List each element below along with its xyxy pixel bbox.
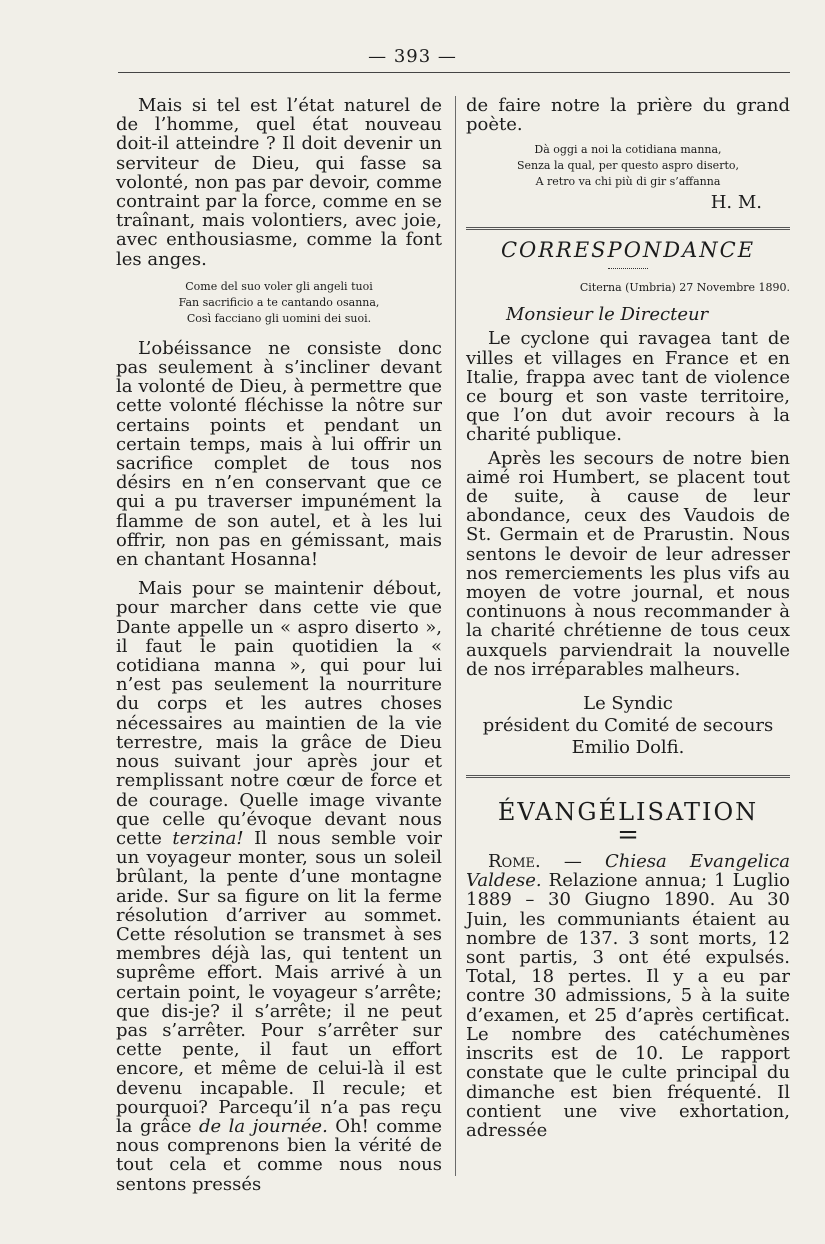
section-title: CORRESPONDANCE <box>500 238 756 263</box>
paragraph: L’obéissance ne consiste donc pas seulement à s’incliner devant la volonté de Dieu, à permettre que cette volonté fléchisse la nôtre sur certains points et pendant un certain temps, mais à lui offrir un sacrifice complet de tous nos désirs en n’en conservant que ce qui a pu traverser impunément la flamme de son autel, et à les lui offrir, non pas en gémissant, mais en chantant Hosanna! <box>116 337 442 571</box>
page-number: — 393 — <box>368 46 457 67</box>
paragraph: Mais si tel est l’état naturel de de l’homme, quel état nouveau doit-il atteindre ? Il doit devenir un serviteur de Dieu, qui fasse sa volonté, non pas par devoir, comme contraint par la force, comme en se traînant, mais volontiers, avec joie, avec enthousiasme, comme la font les anges. <box>116 95 442 270</box>
paragraph: Le cyclone qui ravagea tant de villes et villages en France et en Italie, frappa avec tant de violence ce bourg et son vaste territoire, que l’on dut avoir recours à la charité publique. <box>466 328 790 446</box>
section-divider <box>466 775 790 778</box>
signature-line: président du Comité de secours <box>482 715 774 737</box>
paragraph: de faire notre la prière du grand poète. <box>466 95 790 136</box>
salutation: Monsieur le Directeur <box>506 304 709 326</box>
paragraph <box>466 852 790 1140</box>
text-run: Il nous semble voir un voyageur monter, sous un soleil brûlant, la pente d’une montagne aride. Sur sa figure on lit la ferme résolution d’arriver au sommet. Cette résolution se transmet à ses membres déjà las, qui tentent un suprême effort. Mais arrivé à un certain point, le voyageur s’arrête; que dis-je? il s’arrête; il ne peut pas s’arrêter. Pour s’arrêter sur cette pente, il faut un effort encore, et même de celui-là il est devenu incapable. Il recule; et pourquoi? Parcequ’il n’a pas reçu la grâce <box>116 827 442 1137</box>
italian-quote <box>466 142 790 190</box>
quote-line: Così facciano gli uomini dei suoi. <box>186 311 372 325</box>
text-run: Oh! comme nous comprenons bien la vérité de tout cela et comme nous nous sentons pressés <box>116 1115 443 1195</box>
left-column <box>116 96 442 1194</box>
section-divider <box>466 227 790 230</box>
place-name: Rome. <box>488 851 541 873</box>
italic-text: Chiesa Evangelica Valdese. <box>466 851 790 892</box>
column-divider <box>455 96 456 1176</box>
signature-block <box>466 693 790 759</box>
quote-line: Senza la qual, per questo aspro diserto, <box>516 159 739 173</box>
text-run: Relazione annua; 1 Luglio 1889 – 30 Giugno 1890. Au 30 Juin, les communiants étaient au nombre de 137. 3 sont morts, 12 sont partis, 3 ont été expulsés. Total, 18 pertes. Il y a eu par contre 30 admissions, 5 à la suite d’examen, et 25 d’après certificat. Le nombre des catéchumènes inscrits est de 10. Le rapport constate que le culte principal du dimanche est bien fréquenté. Il contient une vive exhortation, adressée <box>466 870 790 1141</box>
text-run: — <box>540 851 605 873</box>
quote-line: Come del suo voler gli angeli tuoi <box>185 279 373 293</box>
paragraph <box>116 579 442 1194</box>
ornament <box>608 268 648 269</box>
quote-line: A retro va chi più di gir s’affanna <box>535 175 721 189</box>
signature-line: Le Syndic <box>583 693 673 715</box>
right-column <box>466 96 790 1140</box>
text-run: Mais pour se maintenir débout, pour marcher dans cette vie que Dante appelle un « aspro diserto », il faut le pain quotidien la « cotidiana manna », qui pour lui n’est pas seulement la nourriture du corps et les autres choses nécessaires au maintien de la vie terrestre, mais la grâce de Dieu nous suivant jour après jour et remplissant notre cœur de force et de courage. Quelle image vivante que celle qu’évoque devant nous cette <box>116 578 442 849</box>
quote-line: Fan sacrificio a te cantando osanna, <box>178 295 380 309</box>
italic-text: de la journée. <box>199 1115 328 1137</box>
section-title: ÉVANGÉLISATION <box>497 798 759 827</box>
italian-quote <box>116 279 442 327</box>
header-rule <box>118 72 790 73</box>
place-date: Citerna (Umbria) 27 Novembre 1890. <box>579 281 790 295</box>
signature-line: Emilio Dolfi. <box>571 737 685 759</box>
ornament: = <box>617 820 639 851</box>
paragraph: Après les secours de notre bien aimé roi Humbert, se placent tout de suite, à cause de leur abondance, ceux des Vaudois de St. Germain et de Prarustin. Nous sentons le devoir de leur adresser nos remerciements les plus vifs au moyen de votre journal, et nous continuons à nous recommander à la charité chrétienne de tous ceux auxquels parviendrait la nouvelle de nos irréparables malheurs. <box>466 447 790 680</box>
italic-text: terzina! <box>172 827 244 849</box>
quote-line: Dà oggi a noi la cotidiana manna, <box>534 143 722 157</box>
author-initials: H. M. <box>710 192 762 214</box>
